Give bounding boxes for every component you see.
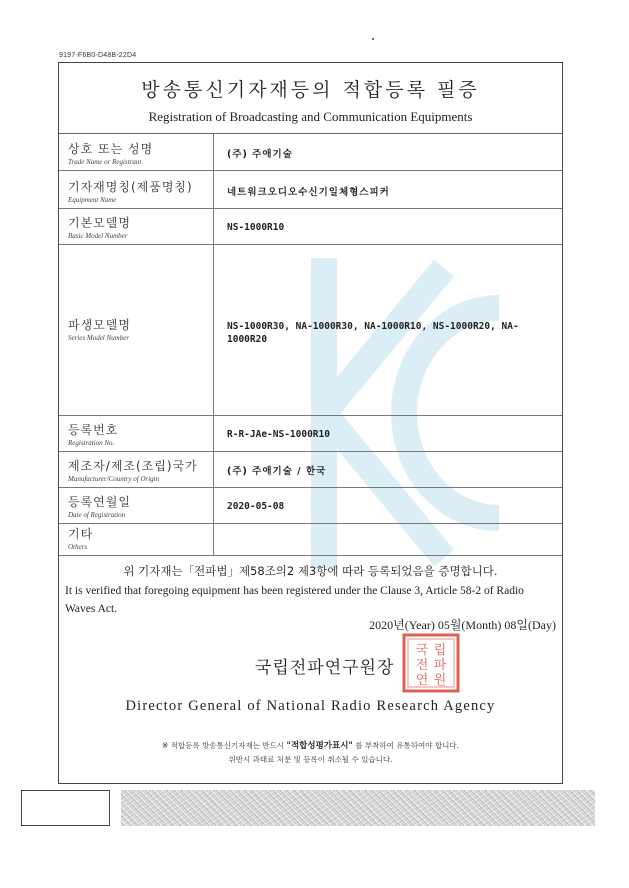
label-others: 기타 <box>68 527 94 541</box>
svg-text:원: 원 <box>433 673 447 688</box>
label-equipment-name-en: Equipment Name <box>68 196 117 204</box>
notice-line-1 <box>59 739 562 751</box>
label-registration-no: 등록번호 <box>68 423 119 437</box>
notice-line-2: 위반시 과태료 처분 및 등록이 취소될 수 있습니다. <box>228 755 393 764</box>
svg-text:연: 연 <box>415 673 429 688</box>
row-equipment-name <box>59 170 562 209</box>
row-registration-no <box>59 415 562 452</box>
value-basic-model: NS-1000R10 <box>227 222 285 233</box>
svg-text:국: 국 <box>415 643 429 658</box>
value-series-model: NS-1000R30, NA-1000R30, NA-1000R10, NS-1000R20, NA-1000R20 <box>227 321 519 345</box>
svg-text:파: 파 <box>433 658 447 673</box>
row-registration-date <box>59 487 562 524</box>
label-trade-name-en: Trade Name or Registrant <box>68 158 142 166</box>
row-others <box>59 523 562 556</box>
value-registration-date: 2020-05-08 <box>227 501 285 512</box>
value-equipment-name: 네트워크오디오수신기일체형스피커 <box>227 187 390 198</box>
title-english: Registration of Broadcasting and Communication Equipments <box>148 109 473 124</box>
row-manufacturer <box>59 451 562 488</box>
label-registration-date: 등록연월일 <box>68 495 131 509</box>
blank-box <box>21 790 110 826</box>
label-registration-date-en: Date of Registration <box>68 511 126 519</box>
svg-text:립: 립 <box>433 643 447 658</box>
notice-line-1-suffix: 를 부착하여 유통하여야 합니다. <box>352 741 459 750</box>
label-others-en: Others <box>68 543 88 551</box>
label-trade-name: 상호 또는 성명 <box>68 142 154 156</box>
notice-line-1-highlight: "적합성평가표시" <box>286 741 353 751</box>
registration-table <box>59 133 562 551</box>
label-equipment-name: 기자재명칭(제품명칭) <box>68 180 193 194</box>
declaration-english: It is verified that foregoing equipment has been registered under the Clause 3, Article 58-2 of Radio Waves Act. <box>65 585 524 615</box>
label-manufacturer: 제조자/제조(조립)국가 <box>68 459 198 473</box>
row-trade-name <box>59 134 562 171</box>
label-basic-model: 기본모델명 <box>68 216 131 230</box>
title-korean: 방송통신기자재등의 적합등록 필증 <box>141 79 480 101</box>
document-code: 9197-F6B0-D48B-22D4 <box>59 52 137 59</box>
label-series-model-en: Series Model Number <box>68 334 130 342</box>
scan-speck <box>372 38 374 40</box>
row-basic-model <box>59 208 562 245</box>
security-pattern-strip <box>121 790 595 826</box>
issue-date: 2020년(Year) 05월(Month) 08일(Day) <box>369 618 556 632</box>
director-english: Director General of National Radio Research Agency <box>125 698 496 714</box>
label-series-model: 파생모델명 <box>68 318 131 332</box>
value-registration-no: R-R-JAe-NS-1000R10 <box>227 429 330 440</box>
value-trade-name: (주) 주애기술 <box>227 149 293 160</box>
notice-line-1-prefix: ※ 적합등록 방송통신기자재는 반드시 <box>162 741 287 750</box>
label-basic-model-en: Basic Model Number <box>68 232 128 240</box>
certificate-frame <box>58 62 563 784</box>
value-manufacturer: (주) 주애기술 / 한국 <box>227 466 327 477</box>
label-manufacturer-en: Manufacturer/Country of Origin <box>68 475 160 483</box>
row-series-model <box>59 244 562 416</box>
declaration-korean: 위 기자재는「전파법」제58조의2 제3항에 따라 등록되었음을 증명합니다. <box>123 564 498 578</box>
label-registration-no-en: Registration No. <box>68 439 115 447</box>
director-korean: 국립전파연구원장 <box>255 658 395 678</box>
svg-text:전: 전 <box>415 658 429 673</box>
official-seal-stamp <box>402 633 460 693</box>
